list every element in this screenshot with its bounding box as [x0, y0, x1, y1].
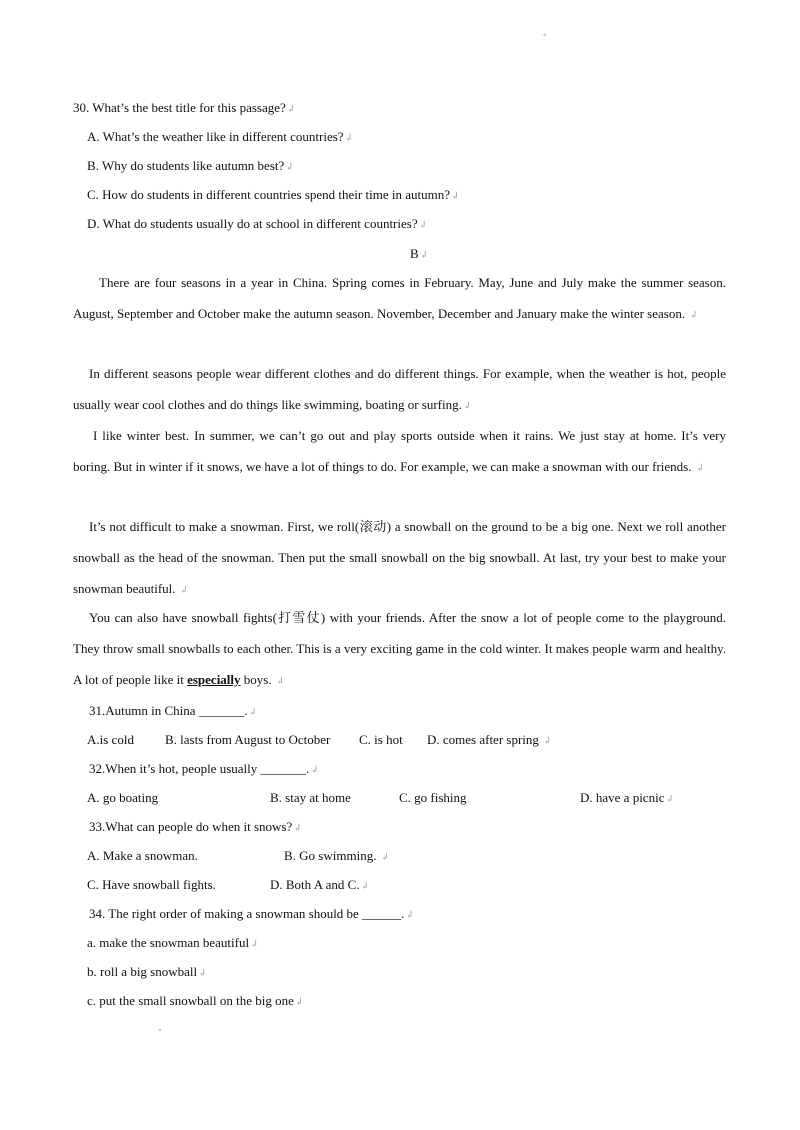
passage-paragraph-3: I like winter best. In summer, we can’t go out and play sports outside when it rains. We just stay at home. It’s very boring. But in winter if it snows, we have a lot of things to do. For example, we can make a snowman with our friends. ↲ [73, 428, 726, 474]
q31-option-b: B. lasts from August to October [165, 732, 331, 747]
passage-paragraph-4: It’s not difficult to make a snowman. First, we roll(滚动) a snowball on the ground to be a big one. Next we roll another snowball as the head of the snowman. Then put the small snowball on the big snowball. At last, try your best to make your snowman beautiful. ↲ [73, 519, 726, 596]
page-mark-dot: ◦ [158, 1025, 162, 1036]
q32-option-a: A. go boating [87, 790, 159, 805]
q30-option-b: B. Why do students like autumn best?↲ [87, 158, 294, 173]
q32-option-b: B. stay at home [270, 790, 351, 805]
section-b-heading: B↲ [410, 246, 429, 261]
q31-option-d: D. comes after spring ↲ [427, 732, 552, 747]
emphasized-word: especially [187, 672, 241, 687]
q30-option-a: A. What’s the weather like in different countries?↲ [87, 129, 353, 144]
passage-paragraph-5: You can also have snowball fights(打雪仗) with your friends. After the snow a lot of people come to the playground. They throw small snowballs to each other. This is a very exciting game in the cold winter. It makes people warm and healthy. A lot of people like it especially boys. ↲ [73, 610, 726, 687]
q34-step-a: a. make the snowman beautiful↲ [87, 935, 259, 950]
q34-step-b: b. roll a big snowball↲ [87, 964, 207, 979]
question-31: 31.Autumn in China _______.↲ [89, 703, 257, 718]
passage-paragraph-2: In different seasons people wear different clothes and do different things. For example, when the weather is hot, people usually wear cool clothes and do things like swimming, boating or surfing.↲ [73, 366, 726, 412]
q32-option-d: D. have a picnic↲ [580, 790, 674, 805]
q30-option-d: D. What do students usually do at school in different countries?↲ [87, 216, 427, 231]
q33-option-a: A. Make a snowman. [87, 848, 198, 863]
question-33: 33.What can people do when it snows?↲ [89, 819, 302, 834]
question-34: 34. The right order of making a snowman should be ______.↲ [89, 906, 414, 921]
q33-option-c: C. Have snowball fights. [87, 877, 216, 892]
q33-option-b: B. Go swimming. ↲ [284, 848, 390, 863]
q33-option-d: D. Both A and C.↲ [270, 877, 369, 892]
q34-step-c: c. put the small snowball on the big one↲ [87, 993, 304, 1008]
q31-option-a: A.is cold [87, 732, 134, 747]
question-30: 30. What’s the best title for this passage?↲ [73, 100, 296, 115]
q32-option-c: C. go fishing [399, 790, 467, 805]
q30-option-c: C. How do students in different countries spend their time in autumn?↲ [87, 187, 460, 202]
question-32: 32.When it’s hot, people usually _______.↲ [89, 761, 319, 776]
q31-option-c: C. is hot [359, 732, 403, 747]
passage-paragraph-1: There are four seasons in a year in China. Spring comes in February. May, June and July make the summer season. August, September and October make the autumn season. November, December and January make the winter season. ↲ [73, 275, 726, 321]
page-mark-dot: ◦ [543, 30, 547, 41]
